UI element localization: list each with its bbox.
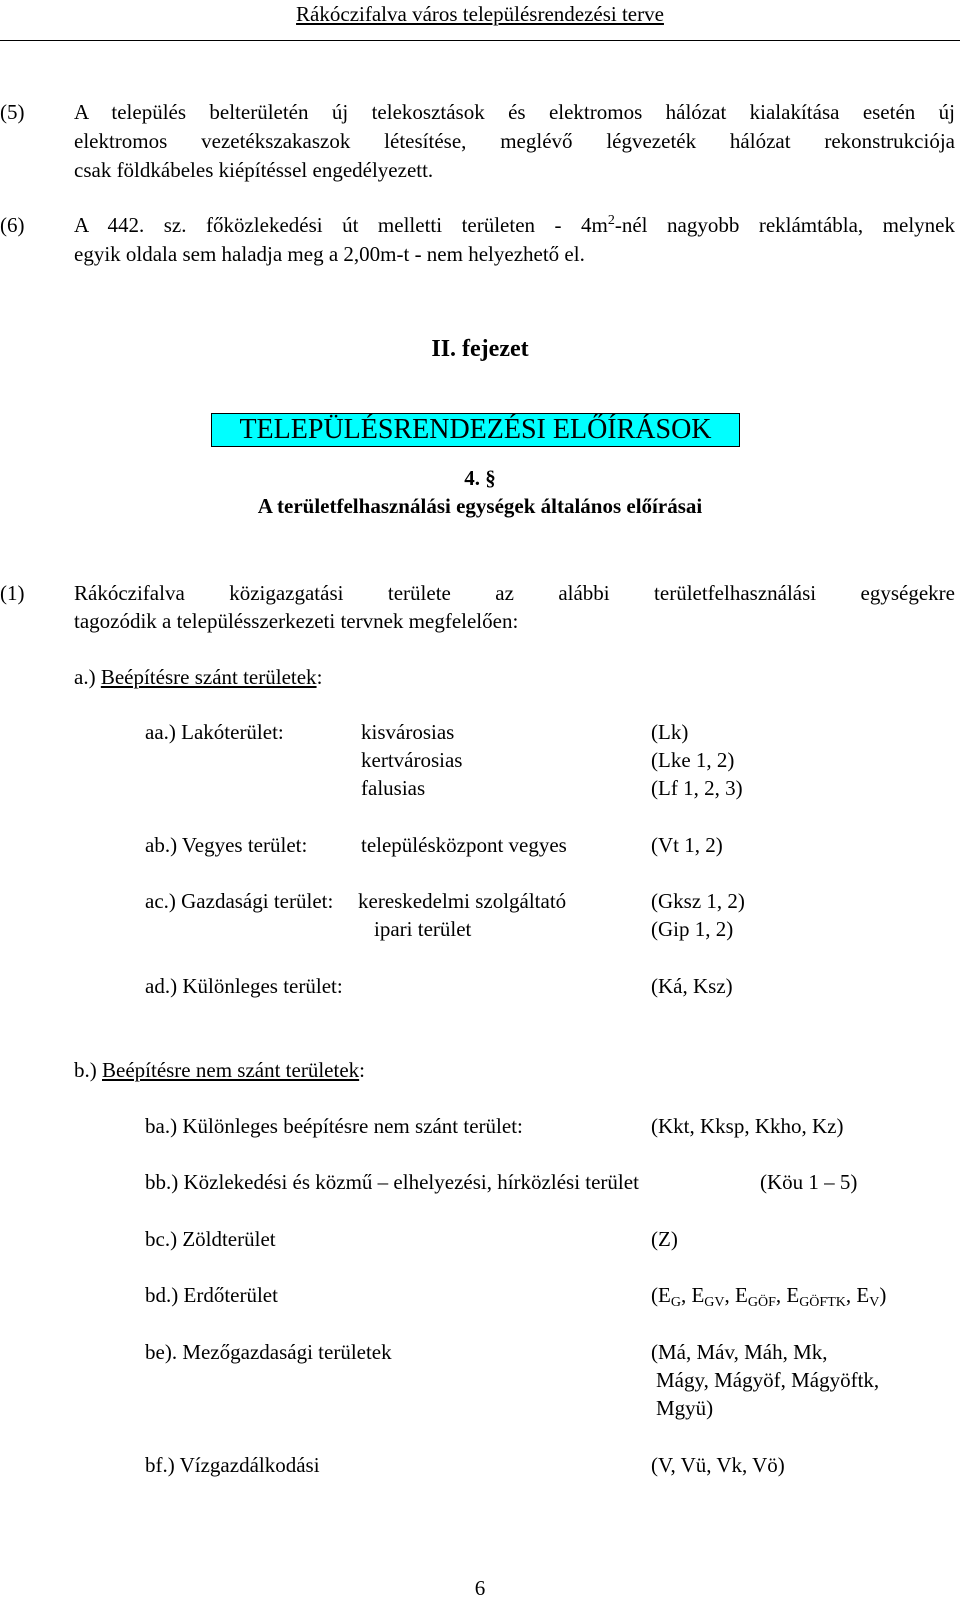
row-ac-desc: kereskedelmi szolgáltató	[358, 889, 567, 913]
header-title: Rákóczifalva város településrendezési terve	[296, 2, 664, 26]
para-6-number: (6)	[0, 213, 25, 237]
row-ab-desc: településközpont vegyes	[361, 833, 567, 857]
row-aa3-code: (Lf 1, 2, 3)	[651, 776, 743, 800]
group-b-suffix: :	[359, 1058, 365, 1082]
page-header	[0, 1, 960, 27]
row-aa3-desc: falusias	[361, 776, 426, 800]
para-6-line-1-post: -nél nagyobb reklámtábla, melynek	[614, 213, 955, 237]
row-ba-code: (Kkt, Kksp, Kkho, Kz)	[651, 1114, 844, 1138]
chapter-subtitle: TELEPÜLÉSRENDEZÉSI ELŐÍRÁSOK	[211, 413, 740, 447]
row-bf-code: (V, Vü, Vk, Vö)	[651, 1453, 785, 1477]
row-aa2-desc: kertvárosias	[361, 748, 463, 772]
row-bd-label: bd.) Erdőterület	[145, 1283, 278, 1307]
group-a-suffix: :	[316, 665, 323, 689]
para-5-line-2: elektromos vezetékszakaszok létesítése, meglévő légvezeték hálózat rekonstrukciója	[74, 129, 955, 153]
header-rule	[0, 40, 960, 41]
row-aa-desc: kisvárosias	[361, 720, 455, 744]
group-b-label: Beépítésre nem szánt területek	[102, 1058, 360, 1082]
bd-code-part: , E	[724, 1283, 748, 1307]
row-ad-label: ad.) Különleges terület:	[145, 974, 343, 998]
bd-code-sub: G	[670, 1295, 681, 1310]
para-5-line-1: A település belterületén új telekosztások és elektromos hálózat kialakítása esetén új	[74, 100, 955, 124]
row-aa2-code: (Lke 1, 2)	[651, 748, 735, 772]
section-number: 4. §	[464, 466, 496, 490]
row-bc-label: bc.) Zöldterület	[145, 1227, 276, 1251]
para-1-number: (1)	[0, 581, 25, 605]
bd-code-part: , E	[775, 1283, 800, 1307]
row-be-code-line-3: Mgyü)	[656, 1396, 714, 1420]
row-be-label: be). Mezőgazdasági területek	[145, 1340, 392, 1364]
bd-code-part: , E	[680, 1283, 705, 1307]
group-a-label: Beépítésre szánt területek	[100, 665, 317, 689]
row-aa-code: (Lk)	[651, 720, 689, 744]
row-ab-label: ab.) Vegyes terület:	[145, 833, 308, 857]
bd-code-sub: GÖF	[747, 1295, 776, 1310]
para-5-line-3: csak földkábeles kiépítéssel engedélyezett.	[74, 158, 434, 182]
row-ac-code: (Gksz 1, 2)	[651, 889, 745, 913]
row-ba-label: ba.) Különleges beépítésre nem szánt terület:	[145, 1114, 523, 1138]
para-5-number: (5)	[0, 100, 25, 124]
group-b-heading	[74, 1056, 365, 1084]
bd-code-part: (E	[651, 1283, 671, 1307]
para-1-line-1: Rákóczifalva közigazgatási területe az alábbi területfelhasználási egységekre	[74, 581, 955, 605]
group-b-prefix: b.)	[74, 1058, 97, 1082]
group-a-heading	[74, 663, 322, 691]
bd-code-sub: V	[869, 1295, 880, 1310]
row-bd-code	[651, 1281, 886, 1309]
bd-code-part: , E	[845, 1283, 870, 1307]
row-ac2-code: (Gip 1, 2)	[651, 917, 734, 941]
bd-code-sub: GÖFTK	[799, 1295, 846, 1310]
row-bb-code: (Köu 1 – 5)	[760, 1170, 858, 1194]
row-aa-label: aa.) Lakóterület:	[145, 720, 284, 744]
row-ac2-desc: ipari terület	[374, 917, 472, 941]
row-be-code-line-1: (Má, Máv, Máh, Mk,	[651, 1340, 828, 1364]
row-bb-label: bb.) Közlekedési és közmű – elhelyezési, hírközlési terület	[145, 1170, 639, 1194]
row-ad-code: (Ká, Ksz)	[651, 974, 733, 998]
para-6-line-2: egyik oldala sem haladja meg a 2,00m-t - nem helyezhető el.	[74, 242, 585, 266]
row-bc-code: (Z)	[651, 1227, 678, 1251]
chapter-title: II. fejezet	[431, 336, 529, 362]
bd-code-part: )	[879, 1283, 887, 1307]
para-6-superscript: 2	[607, 213, 615, 228]
page-number: 6	[474, 1576, 486, 1600]
row-ac-label: ac.) Gazdasági terület:	[145, 889, 334, 913]
row-be-code-line-2: Mágy, Mágyöf, Mágyöftk,	[656, 1368, 880, 1392]
group-a-prefix: a.)	[74, 665, 96, 689]
para-6-line-1	[74, 211, 955, 240]
para-1-line-2: tagozódik a településszerkezeti tervnek megfelelően:	[74, 609, 519, 633]
section-title: A területfelhasználási egységek általános előírásai	[257, 494, 703, 518]
row-bf-label: bf.) Vízgazdálkodási	[145, 1453, 320, 1477]
para-6-line-1-pre: A 442. sz. főközlekedési út melletti területen - 4m	[74, 213, 608, 237]
bd-code-sub: GV	[704, 1295, 725, 1310]
row-ab-code: (Vt 1, 2)	[651, 833, 723, 857]
